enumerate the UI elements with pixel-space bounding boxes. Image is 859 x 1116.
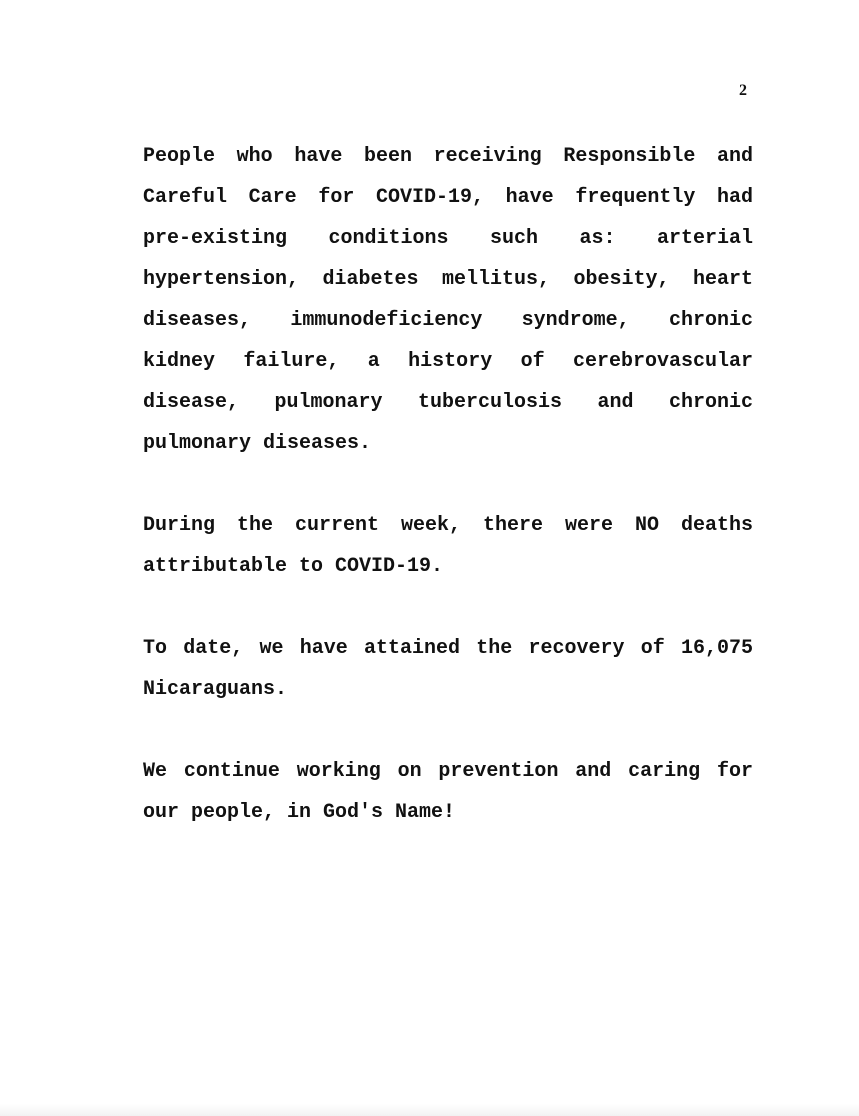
document-body bbox=[143, 136, 753, 874]
paragraph-closing: We continue working on prevention and caring for our people, in God's Name! bbox=[143, 760, 753, 824]
paragraph-deaths: During the current week, there were NO deaths attributable to COVID-19. bbox=[143, 514, 753, 578]
page-number: 2 bbox=[739, 82, 747, 99]
page-bottom-edge bbox=[0, 1104, 859, 1116]
paragraph-recovery: To date, we have attained the recovery of 16,075 Nicaraguans. bbox=[143, 637, 753, 701]
paragraph-preexisting-conditions: People who have been receiving Responsible and Careful Care for COVID-19, have frequently had pre-existing conditions such as: arterial hypertension, diabetes mellitus, obesity, heart diseases, immunodeficiency syndrome, chronic kidney failure, a history of cerebrovascular disease, pulmonary tuberculosis and chronic pulmonary diseases. bbox=[143, 145, 753, 455]
